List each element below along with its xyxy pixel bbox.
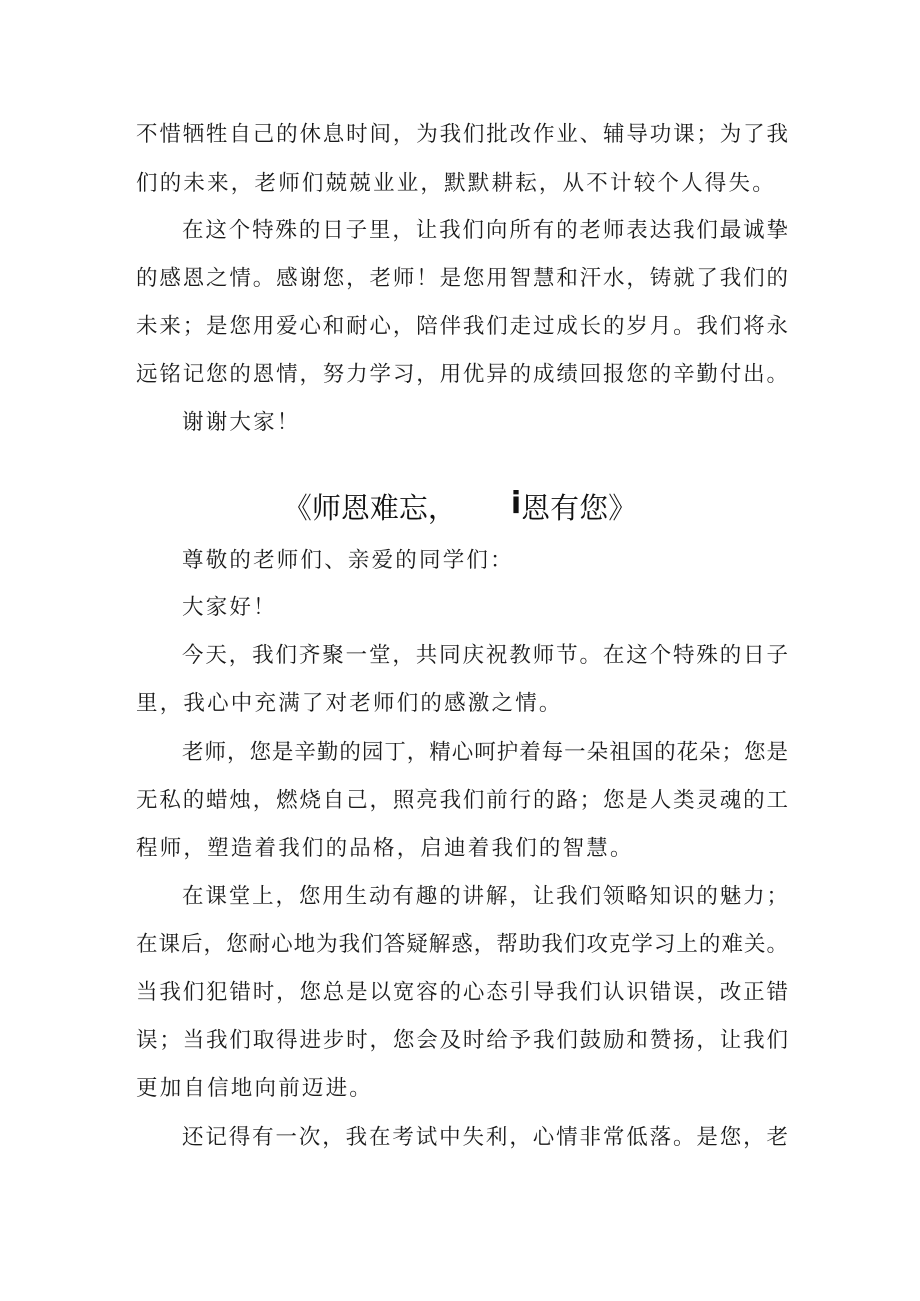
text-line: 老师，您是辛勤的园丁，精心呵护着每一朵祖国的花朵；您是: [182, 740, 788, 765]
text-line: 们的未来，老师们兢兢业业，默默耕耘，从不计较个人得失。: [136, 171, 776, 196]
text-line: 不惜牺牲自己的休息时间，为我们批改作业、辅导功课；为了我: [136, 122, 788, 147]
text-line: 未来；是您用爱心和耐心，陪伴我们走过成长的岁月。我们将永: [136, 314, 788, 339]
essay-title: [0, 488, 920, 528]
greeting-line: 尊敬的老师们、亲爱的同学们：: [182, 548, 514, 573]
text-line: 今天，我们齐聚一堂，共同庆祝教师节。在这个特殊的日子: [182, 643, 788, 668]
essay-title-part2: i: [510, 486, 522, 521]
hello-line: 大家好！: [182, 595, 277, 620]
text-line: 程师，塑造着我们的品格，启迪着我们的智慧。: [136, 836, 634, 861]
text-line: 当我们犯错时，您总是以宽容的心态引导我们认识错误，改正错: [136, 980, 788, 1005]
text-line: 的感恩之情。感谢您，老师！是您用智慧和汗水，铸就了我们的: [136, 266, 788, 291]
text-line: 无私的蜡烛，燃烧自己，照亮我们前行的路；您是人类灵魂的工: [136, 788, 788, 813]
text-line: 更加自信地向前迈进。: [136, 1076, 374, 1101]
text-line: 远铭记您的恩情，努力学习，用优异的成绩回报您的辛勤付出。: [136, 362, 788, 387]
text-line: 里，我心中充满了对老师们的感激之情。: [136, 691, 563, 716]
text-line: 在这个特殊的日子里，让我们向所有的老师表达我们最诚挚: [182, 218, 788, 243]
text-line: 在课后，您耐心地为我们答疑解惑，帮助我们攻克学习上的难关。: [136, 932, 788, 957]
essay-title-part3: 恩有您》: [521, 491, 638, 525]
text-line: 在课堂上，您用生动有趣的讲解，让我们领略知识的魅力；: [182, 884, 788, 909]
essay-title-part1: 《师恩难忘，: [282, 491, 457, 525]
text-line: 还记得有一次，我在考试中失利，心情非常低落。是您，老: [182, 1125, 788, 1150]
text-line: 误；当我们取得进步时，您会及时给予我们鼓励和赞扬，让我们: [136, 1028, 788, 1053]
text-line: 谢谢大家！: [182, 410, 301, 435]
